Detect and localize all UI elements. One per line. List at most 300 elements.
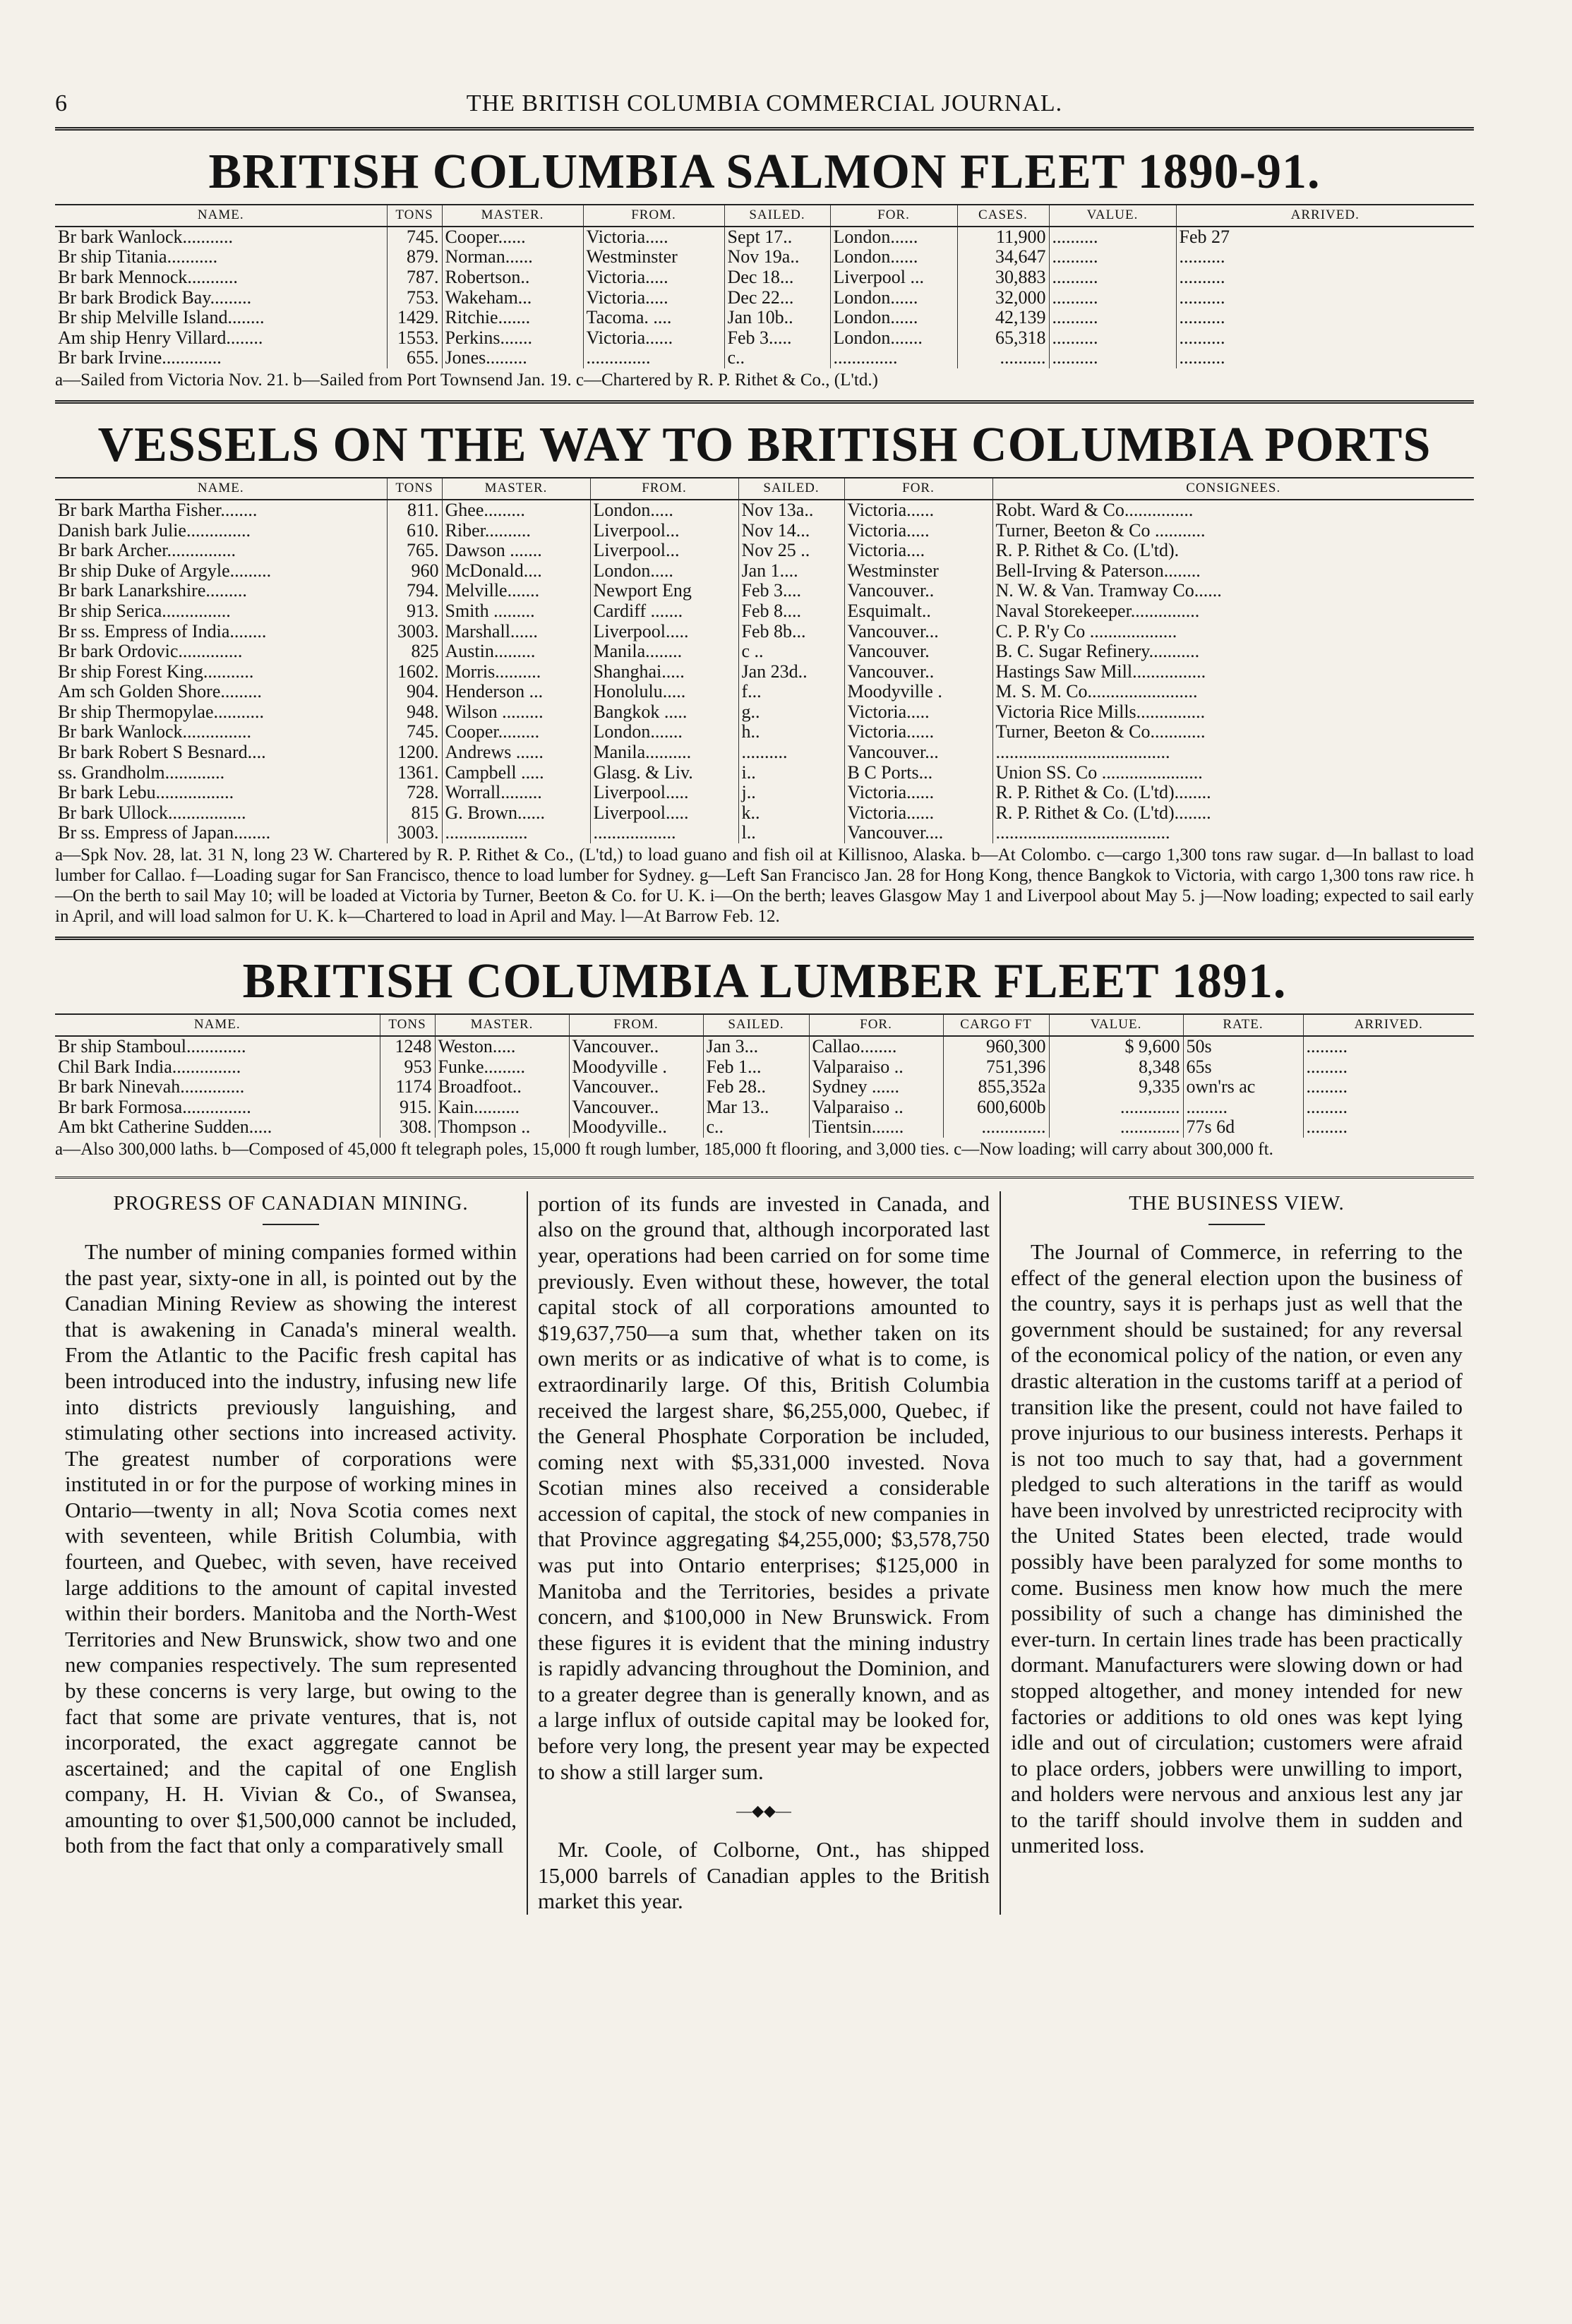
table-cell: .............. [830,348,957,368]
table-row [55,500,1474,521]
vessels-header-row [55,478,1474,500]
table-cell: Br bark Ullock................. [58,802,246,823]
table-cell: Ritchie....... [442,308,583,328]
table-cell: Br bark Ninevah.............. [58,1077,245,1097]
table-cell: Liverpool... [590,541,738,561]
table-cell: Kain.......... [435,1097,569,1118]
table-cell: Victoria...... [844,783,992,803]
table-cell: 904. [387,682,442,702]
header-rule [55,127,1474,132]
table-cell: Morris.......... [442,662,590,682]
table-cell: .................. [442,823,590,843]
table-cell: Worrall......... [442,783,590,803]
table-cell: .......... [1049,247,1176,267]
table-cell: Br ss. Empress of India........ [58,621,267,642]
table-cell: Danish bark Julie.............. [58,520,251,541]
table-cell: Perkins....... [442,328,583,349]
table-cell: 879. [387,247,442,267]
section-rule [55,937,1474,941]
vessels-heading: VESSELS ON THE WAY TO BRITISH COLUMBIA PORTS [97,418,1432,473]
table-row [55,1117,1474,1138]
table-cell: Norman...... [442,247,583,267]
table-cell: Jan 3... [703,1036,809,1057]
table-cell: Vancouver.. [569,1036,703,1057]
table-row [55,581,1474,601]
table-cell: Moodyville.. [569,1117,703,1138]
table-cell: Br bark Mennock........... [58,267,238,288]
table-cell: London...... [830,247,957,267]
table-cell: 50s [1183,1036,1303,1057]
table-cell: 1200. [387,742,442,763]
table-row [55,682,1474,702]
table-cell: Victoria.... [844,541,992,561]
table-cell: Turner, Beeton & Co............ [992,722,1474,742]
table-cell: Cardiff ....... [590,601,738,622]
col-from: FROM. [590,478,738,500]
table-cell: Br bark Ordovic.............. [58,642,243,662]
table-cell: R. P. Rithet & Co. (L'td). [992,541,1474,561]
table-cell: 11,900 [957,227,1049,248]
table-row [55,763,1474,783]
table-cell: ......... [1303,1036,1474,1057]
col-from: FROM. [583,205,724,227]
col-name: NAME. [55,205,387,227]
table-cell: 855,352a [943,1077,1049,1097]
table-cell: Sept 17.. [724,227,830,248]
table-cell: Br ship Duke of Argyle......... [58,560,272,581]
col-sailed: SAILED. [738,478,844,500]
table-cell: Am sch Golden Shore......... [58,682,262,702]
table-cell: London...... [830,227,957,248]
article-columns [55,1176,1474,1915]
table-cell: Br bark Wanlock........... [58,226,233,247]
col-name: NAME. [55,1014,380,1036]
table-cell: Melville....... [442,581,590,601]
table-cell: Jan 23d.. [738,662,844,682]
table-row [55,1057,1474,1078]
table-cell: Vancouver. [844,642,992,662]
coole-news-item: Mr. Coole, of Colborne, Ont., has shipped 15,000 barrels of Canadian apples to the British market this year. [538,1837,990,1914]
table-cell: 34,647 [957,247,1049,267]
table-cell: 1174 [380,1077,435,1097]
table-cell: Vancouver... [844,742,992,763]
col-tons: TONS [380,1014,435,1036]
table-cell: Br bark Lebu................. [58,783,234,803]
table-cell: Robertson.. [442,267,583,288]
table-cell: Br bark Lanarkshire......... [58,581,247,601]
table-cell: Victoria..... [844,702,992,723]
table-cell: .................. [590,823,738,843]
table-row [55,247,1474,267]
table-cell: Liverpool... [590,521,738,541]
lumber-fleet-table [55,1013,1474,1138]
vessels-rows [55,500,1474,843]
table-cell: .......... [1049,227,1176,248]
table-cell: Bell-Irving & Paterson........ [992,561,1474,582]
table-cell: 65,318 [957,328,1049,349]
mining-article-paragraph: The number of mining companies formed within the past year, sixty-one in all, is pointed out by the Canadian Mining Review as showing the interest that is awakening in Canada's mineral wealth. From the Atlantic to the Pacific fresh capital has been introduced into the industry, infusing new life into districts previously languishing, and stimulating other sections into increased activity. The greatest number of corporations were instituted in or for the purpose of working mines in Ontario—twenty in all; Nova Scotia comes next with seventeen, while British Columbia, with fourteen, and Quebec, with seven, have received large additions to the amount of capital invested within their borders. Manitoba and the North-West Territories and New Brunswick, show two and one new companies respectively. The sum represented by these concerns is very large, but owing to the fact that some are private ventures, that is, not incorporated, the exact aggregate cannot be ascertained; and the capital of one English company, H. H. Vivian & Co., of Swansea, amounting to over $1,500,000 cannot be included, both from the fact that only a comparatively small [65,1239,517,1858]
table-cell: .......... [1176,328,1474,349]
table-cell: Funke......... [435,1057,569,1078]
table-cell: 960 [387,561,442,582]
table-cell: 1602. [387,662,442,682]
col-value: VALUE. [1049,205,1176,227]
table-cell: 815 [387,803,442,824]
table-cell: Sydney ...... [809,1077,943,1097]
table-row [55,1097,1474,1118]
table-cell: Vancouver.. [844,662,992,682]
table-cell: London..... [590,500,738,521]
table-cell: 915. [380,1097,435,1118]
table-cell: ......... [1303,1077,1474,1097]
table-cell: Vancouver... [844,622,992,642]
table-cell: 655. [387,348,442,368]
table-cell: 913. [387,601,442,622]
table-cell: 1361. [387,763,442,783]
table-cell: Marshall...... [442,622,590,642]
table-cell: Victoria...... [844,803,992,824]
table-cell: Broadfoot.. [435,1077,569,1097]
title-divider [263,1224,319,1225]
table-cell: Henderson ... [442,682,590,702]
table-row [55,722,1474,742]
table-cell: Valparaiso .. [809,1097,943,1118]
table-cell: 787. [387,267,442,288]
table-cell: B. C. Sugar Refinery........... [992,642,1474,662]
table-cell: Br ship Stamboul............. [58,1035,246,1056]
table-cell: .......... [738,742,844,763]
table-cell: j.. [738,783,844,803]
col-arrived: ARRIVED. [1176,205,1474,227]
col-consignees: CONSIGNEES. [992,478,1474,500]
journal-title: THE BRITISH COLUMBIA COMMERCIAL JOURNAL. [466,90,1063,116]
table-cell: 948. [387,702,442,723]
table-cell: Nov 25 .. [738,541,844,561]
table-cell: Nov 14... [738,521,844,541]
table-cell: .......... [1049,348,1176,368]
table-cell: 65s [1183,1057,1303,1078]
table-cell: Cooper...... [442,227,583,248]
table-cell: .......... [1176,348,1474,368]
table-cell: Dec 22... [724,288,830,308]
table-cell: Br bark Robert S Besnard.... [58,742,266,763]
article-column-3 [1000,1191,1472,1915]
table-cell: Wilson ......... [442,702,590,723]
col-master: MASTER. [442,205,583,227]
col-for: FOR. [809,1014,943,1036]
table-cell: London...... [830,308,957,328]
table-cell: c.. [724,348,830,368]
table-cell: 1429. [387,308,442,328]
title-divider [1208,1224,1265,1225]
table-cell: Tientsin....... [809,1117,943,1138]
table-cell: Mar 13.. [703,1097,809,1118]
col-cases: CASES. [957,205,1049,227]
table-cell: Westminster [583,247,724,267]
table-cell: Union SS. Co ...................... [992,763,1474,783]
table-row [55,662,1474,682]
col-name: NAME. [55,478,387,500]
table-cell: l.. [738,823,844,843]
journal-page [55,85,1474,1915]
table-cell: Jones......... [442,348,583,368]
table-cell: $ 9,600 [1049,1036,1183,1057]
table-cell: c.. [703,1117,809,1138]
table-cell: Liverpool..... [590,803,738,824]
table-cell: Br ship Titania........... [58,247,218,267]
table-cell: .......... [1049,267,1176,288]
table-row [55,642,1474,662]
table-cell: R. P. Rithet & Co. (L'td)........ [992,783,1474,803]
table-cell: Victoria..... [583,288,724,308]
table-cell: Campbell ..... [442,763,590,783]
col-for: FOR. [830,205,957,227]
lumber-footnotes [55,1139,1474,1160]
table-cell: Feb 3.... [738,581,844,601]
table-cell: Moodyville . [844,682,992,702]
table-cell: Chil Bark India............... [58,1056,241,1077]
table-cell: ......... [1303,1097,1474,1118]
table-cell: Br ship Thermopylae........... [58,702,264,722]
table-cell: own'rs ac [1183,1077,1303,1097]
table-cell: .............. [943,1117,1049,1138]
table-cell: London....... [830,328,957,349]
table-cell: Victoria...... [583,328,724,349]
table-cell: 745. [387,227,442,248]
table-cell: Br bark Wanlock............... [58,722,251,742]
table-cell: Newport Eng [590,581,738,601]
table-cell: Vancouver.... [844,823,992,843]
table-cell: Feb 1... [703,1057,809,1078]
table-cell: Feb 28.. [703,1077,809,1097]
ornament-divider: ―◆◆― [736,1802,791,1820]
article-column-1 [55,1191,527,1915]
table-cell: London...... [830,288,957,308]
table-row [55,288,1474,308]
table-row [55,1077,1474,1097]
table-cell: B C Ports... [844,763,992,783]
table-cell: Ghee......... [442,500,590,521]
table-cell: 8,348 [1049,1057,1183,1078]
col-rate: RATE. [1183,1014,1303,1036]
table-cell: ......... [1303,1057,1474,1078]
business-view-paragraph: The Journal of Commerce, in referring to the effect of the general election upon the business of the country, says it is perhaps just as well that the government should be sustained; for any reversal of the economical policy of the nation, or even any drastic alteration in the customs tariff at a period of transition like the present, could not have failed to prove injurious to our business interests. Perhaps it is not too much to say that, had a government pledged to such alterations in the tariff as would have been involved by unrestricted reciprocity with the United States been elected, trade would possibly have been paralyzed for some months to come. Business men know how much the mere possibility of such a change has diminished the ever-turn. In certain lines trade has been practically dormant. Manufacturers were slowing down or had stopped altogether, and money intended for new factories or additions to old ones was kept lying idle and out of circulation; customers were afraid to place orders, jobbers were unwilling to import, and holders were nervous and anxious lest any jar to the tariff should involve them in sudden and unmerited loss. [1011,1239,1463,1858]
table-cell: Robt. Ward & Co............... [992,500,1474,521]
table-cell: h.. [738,722,844,742]
table-row [55,227,1474,248]
table-cell: 765. [387,541,442,561]
table-cell: Honolulu..... [590,682,738,702]
table-cell: 3003. [387,823,442,843]
table-cell: Moodyville . [569,1057,703,1078]
table-cell: ......... [1183,1097,1303,1118]
table-cell: Bangkok ..... [590,702,738,723]
table-cell: London..... [590,561,738,582]
table-cell: 794. [387,581,442,601]
col-master: MASTER. [435,1014,569,1036]
table-cell: Naval Storekeeper............... [992,601,1474,622]
table-row [55,601,1474,622]
salmon-notes-text: a—Sailed from Victoria Nov. 21. b—Sailed from Port Townsend Jan. 19. c—Chartered by R. P. Rithet & Co., (L'td.) [55,371,878,390]
table-row [55,308,1474,328]
table-cell: Br bark Irvine............. [58,348,222,368]
table-cell: Feb 27 [1176,227,1474,248]
table-cell: Esquimalt.. [844,601,992,622]
table-cell: Liverpool ... [830,267,957,288]
table-cell: Austin......... [442,642,590,662]
table-cell: Br bark Formosa............... [58,1097,251,1117]
table-cell: Nov 13a.. [738,500,844,521]
table-cell: .......... [1176,267,1474,288]
table-cell: Turner, Beeton & Co ........... [992,521,1474,541]
salmon-rows [55,227,1474,368]
table-cell: ss. Grandholm............. [58,762,225,783]
table-cell: 753. [387,288,442,308]
table-cell: 1553. [387,328,442,349]
table-cell: 811. [387,500,442,521]
table-cell: .......... [1049,288,1176,308]
table-cell: 751,396 [943,1057,1049,1078]
lumber-fleet-heading: BRITISH COLUMBIA LUMBER FLEET 1891. [242,954,1287,1009]
table-cell: Smith ......... [442,601,590,622]
table-cell: Riber.......... [442,521,590,541]
table-cell: R. P. Rithet & Co. (L'td)........ [992,803,1474,824]
mining-article-continuation: portion of its funds are invested in Canada, and also on the ground that, although incorporated last year, operations had been carried on for some time previously. Even without these, however, the total capital stock of all corporations amounted to $19,637,750—a sum that, whether taken on its own merits or as indicative of what is to come, is extraordinarily large. Of this, British Columbia received the largest share, $6,255,000, Quebec, if the General Phosphate Corporation be included, coming next with $5,331,000 invested. Nova Scotian mines also received a considerable accession of capital, the stock of new companies in that Province aggregating $4,255,000; $3,578,750 was put into Ontario enterprises; $125,000 in Manitoba and the Territories, besides a private concern, and $100,000 in New Brunswick. From these figures it is evident that the mining industry is rapidly advancing throughout the Dominion, and to a greater degree than is generally known, and as a large influx of outside capital may be looked for, before very long, the present year may be expected to show a still larger sum. [538,1191,990,1784]
table-row [55,823,1474,843]
table-cell: Jan 1.... [738,561,844,582]
lumber-header-row [55,1014,1474,1036]
table-cell: Vancouver.. [569,1097,703,1118]
table-cell: Andrews ...... [442,742,590,763]
table-cell: Br bark Martha Fisher........ [58,499,258,520]
table-row [55,1036,1474,1057]
table-cell: .......... [1176,288,1474,308]
table-row [55,521,1474,541]
table-cell: .......... [1049,308,1176,328]
table-cell: ......... [1303,1117,1474,1138]
table-cell: Victoria...... [844,500,992,521]
table-cell: c .. [738,642,844,662]
col-from: FROM. [569,1014,703,1036]
table-cell: 728. [387,783,442,803]
vessels-notes-text: a—Spk Nov. 28, lat. 31 N, long 23 W. Chartered by R. P. Rithet & Co., (L'td,) to load guano and fish oil at Killisnoo, Alaska. b—At Colombo. c—cargo 1,300 tons raw sugar. d—In ballast to load lumber for Callao. f—Loading sugar for San Francisco, thence to load lumber for Sydney. g—Left San Francisco Jan. 28 for Hong Kong, thence Bangkok to Victoria, with cargo 1,300 tons raw rice. h—On the berth to sail May 10; will be loaded at Victoria by Turner, Beeton & Co. for U. K. i—On the berth; leaves Glasgow May 1 and Liverpool about May 5. j—Now loading; expected to sail early in April, and will load salmon for U. K. k—Chartered to load in April and May. l—At Barrow Feb. 12. [55,845,1474,927]
col-sailed: SAILED. [703,1014,809,1036]
col-sailed: SAILED. [724,205,830,227]
vessels-footnotes [55,845,1474,927]
table-row [55,328,1474,349]
table-cell: Hastings Saw Mill................ [992,662,1474,682]
table-row [55,622,1474,642]
table-cell: .......... [1176,308,1474,328]
col-value: VALUE. [1049,1014,1183,1036]
section-rule [55,400,1474,405]
table-cell: 610. [387,521,442,541]
table-cell: C. P. R'y Co ................... [992,622,1474,642]
table-cell: Weston..... [435,1036,569,1057]
table-cell: ...................................... [992,823,1474,843]
table-cell: .......... [1049,328,1176,349]
lumber-notes-text: a—Also 300,000 laths. b—Composed of 45,000 ft telegraph poles, 15,000 ft rough lumber, 185,000 ft flooring, and 3,000 ties. c—Now loading; will carry about 300,000 ft. [55,1139,1273,1159]
table-cell: i.. [738,763,844,783]
table-cell: 42,139 [957,308,1049,328]
running-header [55,85,1474,127]
table-cell: ............. [1049,1117,1183,1138]
table-cell: Tacoma. .... [583,308,724,328]
table-cell: Victoria Rice Mills............... [992,702,1474,723]
table-cell: 825 [387,642,442,662]
table-cell: Thompson .. [435,1117,569,1138]
table-cell: Victoria..... [583,267,724,288]
salmon-fleet-table [55,204,1474,368]
col-cargo: CARGO FT [943,1014,1049,1036]
mining-article-title: PROGRESS OF CANADIAN MINING. [113,1191,469,1215]
salmon-footnotes [55,370,1474,390]
table-cell: Vancouver.. [844,581,992,601]
table-row [55,803,1474,824]
salmon-header-row [55,205,1474,227]
col-tons: TONS [387,478,442,500]
table-cell: 32,000 [957,288,1049,308]
table-cell: Victoria..... [844,521,992,541]
table-cell: .............. [583,348,724,368]
lumber-rows [55,1036,1474,1138]
table-cell: 30,883 [957,267,1049,288]
table-cell: Am ship Henry Villard........ [58,327,263,348]
table-cell: Vancouver.. [569,1077,703,1097]
vessels-table [55,477,1474,843]
table-cell: Dec 18... [724,267,830,288]
table-cell: Glasg. & Liv. [590,763,738,783]
table-cell: f... [738,682,844,702]
table-cell: M. S. M. Co........................ [992,682,1474,702]
table-cell: Dawson ....... [442,541,590,561]
salmon-fleet-heading: BRITISH COLUMBIA SALMON FLEET 1890-91. [208,145,1321,199]
table-cell: Nov 19a.. [724,247,830,267]
table-cell: 308. [380,1117,435,1138]
table-cell: McDonald.... [442,561,590,582]
table-cell: Jan 10b.. [724,308,830,328]
table-cell: Br ship Serica............... [58,601,231,621]
table-row [55,541,1474,561]
table-cell: k.. [738,803,844,824]
table-cell: Feb 3..... [724,328,830,349]
table-cell: Br ship Forest King........... [58,661,254,682]
table-cell: Manila.......... [590,742,738,763]
col-tons: TONS [387,205,442,227]
table-cell: ............. [1049,1097,1183,1118]
table-row [55,702,1474,723]
table-cell: ...................................... [992,742,1474,763]
table-cell: 1248 [380,1036,435,1057]
table-cell: Feb 8.... [738,601,844,622]
table-row [55,742,1474,763]
business-view-title: THE BUSINESS VIEW. [1129,1191,1345,1215]
table-cell: 960,300 [943,1036,1049,1057]
col-master: MASTER. [442,478,590,500]
table-cell: Manila........ [590,642,738,662]
table-cell: G. Brown...... [442,803,590,824]
table-cell: Victoria...... [844,722,992,742]
table-cell: Feb 8b... [738,622,844,642]
col-arrived: ARRIVED. [1303,1014,1474,1036]
table-cell: .......... [1176,247,1474,267]
table-cell: Wakeham... [442,288,583,308]
page-number: 6 [55,90,67,116]
table-cell: 953 [380,1057,435,1078]
table-cell: Liverpool..... [590,622,738,642]
table-cell: Callao........ [809,1036,943,1057]
table-cell: Br bark Brodick Bay......... [58,287,252,308]
